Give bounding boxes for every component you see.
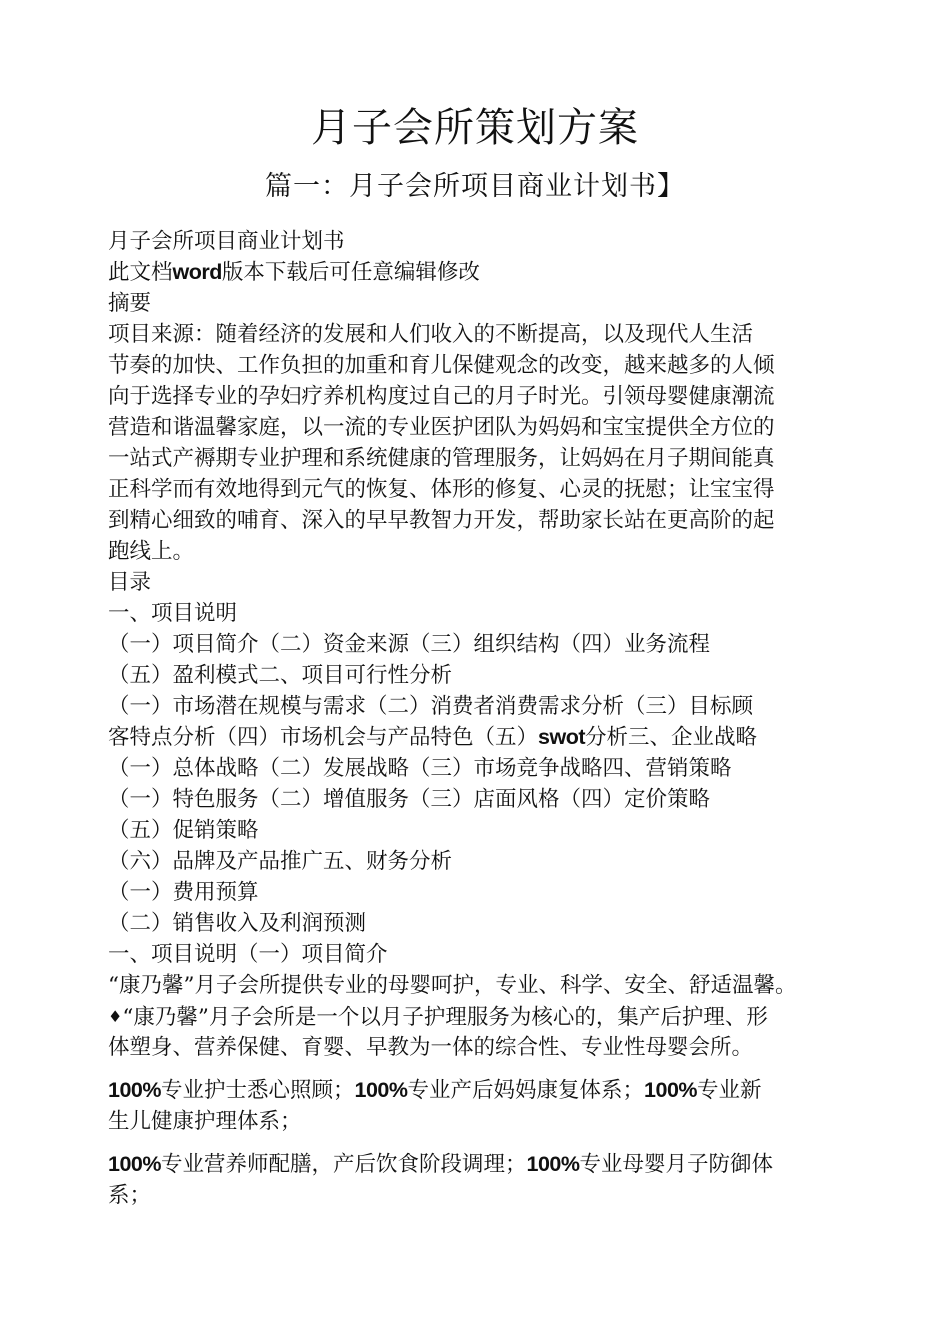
toc-line: （二）销售收入及利润预测 — [108, 911, 367, 936]
text-span: 分析三、企业战略 — [585, 725, 758, 750]
word-term: word — [172, 260, 222, 284]
text-line: 系； — [108, 1183, 152, 1208]
diamond-bullet-icon: ♦ — [108, 1007, 123, 1026]
swot-term: swot — [538, 725, 585, 749]
percent-value: 100% — [526, 1152, 580, 1176]
percent-value: 100% — [644, 1078, 698, 1102]
percent-value: 100% — [108, 1078, 161, 1102]
text-span: 专业护士悉心照顾； — [161, 1078, 355, 1103]
toc-line: （一）特色服务（二）增值服务（三）店面风格（四）定价策略 — [108, 787, 711, 812]
text-line: 一站式产褥期专业护理和系统健康的管理服务，让妈妈在月子期间能真 — [108, 446, 775, 471]
toc-line: （一）总体战略（二）发展战略（三）市场竞争战略四、营销策略 — [108, 756, 732, 781]
text-line: 项目来源：随着经济的发展和人们收入的不断提高，以及现代人生活 — [108, 322, 754, 347]
text-line: 体塑身、营养保健、育婴、早教为一体的综合性、专业性母婴会所。 — [108, 1035, 754, 1060]
section-heading-intro: 一、项目说明（一）项目简介 — [108, 942, 388, 967]
section-heading-abstract: 摘要 — [108, 291, 152, 316]
text-line — [108, 1075, 888, 1106]
text-line — [108, 257, 888, 288]
text-span: 专业母婴月子防御体 — [579, 1152, 774, 1177]
text-span: “康乃馨”月子会所是一个以月子护理服务为核心的，集产后护理、形 — [122, 1005, 768, 1030]
document-body — [108, 226, 888, 1211]
text-line: 向于选择专业的孕妇疗养机构度过自己的月子时光。引领母婴健康潮流 — [108, 384, 775, 409]
text-line: 节奏的加快、工作负担的加重和育儿保健观念的改变，越来越多的人倾 — [108, 353, 775, 378]
text-line: 到精心细致的哺育、深入的早早教智力开发，帮助家长站在更高阶的起 — [108, 508, 775, 533]
toc-line: 一、项目说明 — [108, 601, 238, 626]
text-line: 正科学而有效地得到元气的恢复、体形的修复、心灵的抚慰；让宝宝得 — [108, 477, 775, 502]
text-span: 客特点分析（四）市场机会与产品特色（五） — [108, 725, 539, 750]
document-subtitle: 篇一：月子会所项目商业计划书】 — [265, 171, 685, 202]
toc-line: （一）市场潜在规模与需求（二）消费者消费需求分析（三）目标顾 — [108, 694, 754, 719]
text-span: 此文档 — [108, 260, 173, 285]
text-line: 月子会所项目商业计划书 — [108, 229, 345, 254]
text-line — [108, 1001, 888, 1032]
toc-line: （一）项目简介（二）资金来源（三）组织结构（四）业务流程 — [108, 632, 711, 657]
text-line: “康乃馨”月子会所提供专业的母婴呵护，专业、科学、安全、舒适温馨。 — [108, 973, 797, 998]
toc-line: （一）费用预算 — [108, 880, 259, 905]
document-title: 月子会所策划方案 — [311, 105, 639, 151]
toc-line: （五）盈利模式二、项目可行性分析 — [108, 663, 453, 688]
text-span: 版本下载后可任意编辑修改 — [221, 260, 480, 285]
toc-line — [108, 722, 888, 753]
text-line — [108, 1149, 888, 1180]
text-span: 专业产后妈妈康复体系； — [407, 1078, 645, 1103]
toc-line: （五）促销策略 — [108, 818, 259, 843]
toc-line: （六）品牌及产品推广五、财务分析 — [108, 849, 453, 874]
percent-value: 100% — [108, 1152, 161, 1176]
text-span: 专业新 — [697, 1078, 762, 1103]
percent-value: 100% — [354, 1078, 408, 1102]
section-heading-toc: 目录 — [108, 570, 152, 595]
text-line: 营造和谐温馨家庭，以一流的专业医护团队为妈妈和宝宝提供全方位的 — [108, 415, 775, 440]
text-line: 生儿健康护理体系； — [108, 1109, 302, 1134]
text-line: 跑线上。 — [108, 539, 195, 564]
text-span: 专业营养师配膳，产后饮食阶段调理； — [161, 1152, 527, 1177]
